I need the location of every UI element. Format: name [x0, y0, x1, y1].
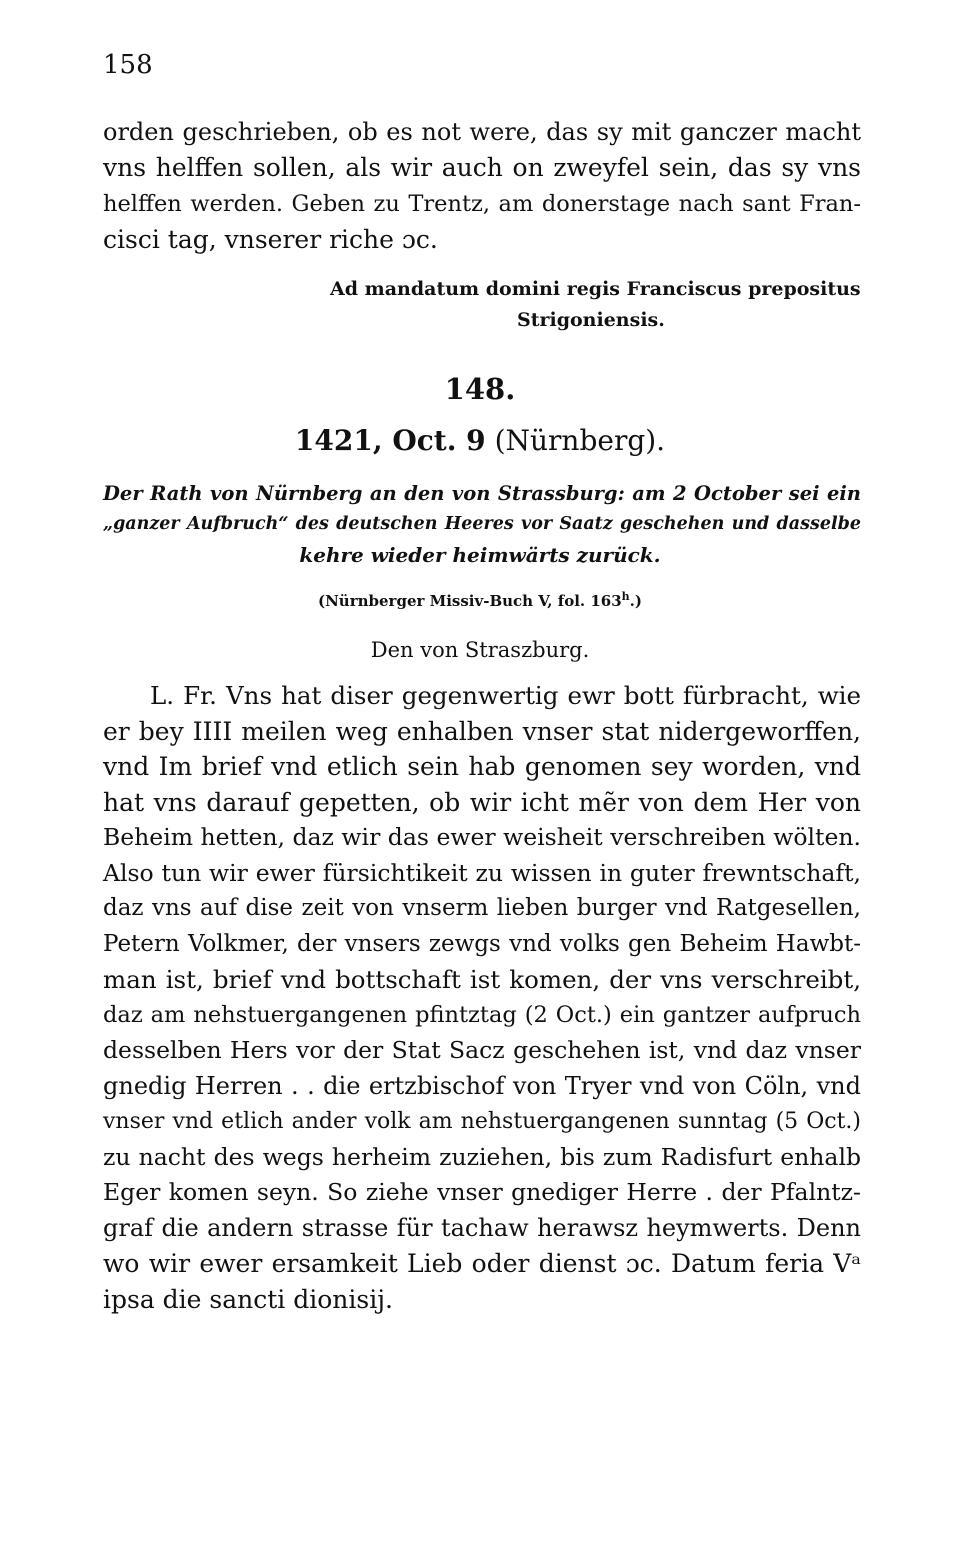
body-line: daz vns auf dise zeit von vnserm lieben burger vnd Ratgesellen,	[103, 895, 861, 921]
source-end: .)	[629, 592, 642, 610]
body-line: man ist, brief vnd bottschaft ist komen, der vns verschreibt,	[103, 965, 861, 994]
body-line: Eger komen seyn. So ziehe vnser gnediger Herre . der Pfalntz-	[103, 1178, 861, 1206]
body-line: gnedig Herren . . die ertzbischof von Tryer vnd von Cöln, vnd	[103, 1072, 861, 1100]
summary-line: „ganzer Aufbruch“ des deutschen Heeres vor Saatz geschehen und dasselbe	[103, 514, 861, 534]
continuation-line: orden geschrieben, ob es not were, das sy mit ganczer macht	[103, 118, 861, 146]
source-superscript: h	[621, 590, 630, 603]
body-line: er bey IIII meilen weg enhalben vnser stat nidergeworffen,	[103, 717, 861, 746]
continuation-line: cisci tag, vnserer riche ɔc.	[103, 225, 438, 254]
page-number: 158	[103, 50, 153, 80]
source-text: (Nürnberger Missiv-Buch V, fol. 163	[318, 592, 622, 610]
body-line: vnser vnd etlich ander volk am nehstuergangenen sunntag (5 Oct.)	[103, 1109, 861, 1134]
place-text: (Nürnberg).	[494, 424, 666, 457]
address-line: Den von Straszburg.	[370, 638, 590, 662]
body-line: L. Fr. Vns hat diser gegenwertig ewr bott fürbracht, wie	[150, 681, 861, 710]
body-line: hat vns darauf gepetten, ob wir icht mẽr von dem Her von	[103, 788, 861, 817]
body-line: Also tun wir ewer fürsichtikeit zu wissen in guter frewntschaft,	[103, 859, 861, 887]
continuation-line: helffen werden. Geben zu Trentz, am donerstage nach sant Fran-	[103, 191, 861, 217]
document-date	[0, 424, 960, 457]
body-line: ipsa die sancti dionisij.	[103, 1285, 393, 1314]
date-text: 1421, Oct. 9	[294, 424, 486, 457]
body-line: Beheim hetten, daz wir das ewer weisheit verschreiben wölten.	[103, 823, 861, 851]
continuation-line: vns helffen sollen, als wir auch on zweyfel sein, das sy vns	[103, 153, 861, 182]
signature-line: Ad mandatum domini regis Franciscus prepositus	[330, 278, 861, 300]
body-line: zu nacht des wegs herheim zuziehen, bis zum Radisfurt enhalb	[103, 1143, 861, 1171]
source-citation	[0, 591, 960, 609]
body-line: vnd Im brief vnd etlich sein hab genomen sey worden, vnd	[103, 752, 861, 781]
summary-line: Der Rath von Nürnberg an den von Strassburg: am 2 October sei ein	[103, 482, 861, 505]
body-line: daz am nehstuergangenen pfintztag (2 Oct.) ein gantzer aufpruch	[103, 1002, 861, 1028]
body-line: Petern Volkmer, der vnsers zewgs vnd volks gen Beheim Hawbt-	[103, 931, 861, 957]
body-line: graf die andern strasse für tachaw herawsz heymwerts. Denn	[103, 1214, 861, 1242]
signature-line: Strigoniensis.	[517, 309, 665, 331]
summary-line: kehre wieder heimwärts zurück.	[299, 543, 661, 567]
body-line: desselben Hers vor der Stat Sacz geschehen ist, vnd daz vnser	[103, 1036, 861, 1064]
document-number: 148.	[444, 372, 516, 406]
body-line: wo wir ewer ersamkeit Lieb oder dienst ɔc. Datum feria Vᵃ	[103, 1249, 861, 1278]
